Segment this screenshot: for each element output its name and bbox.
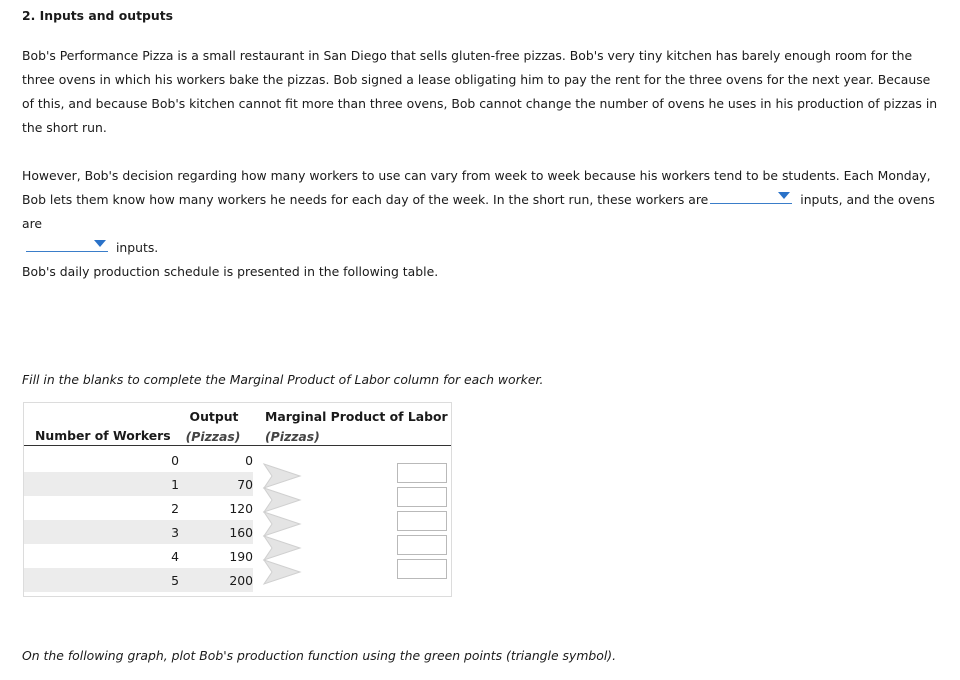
output-cell: 70 <box>237 477 253 492</box>
paragraph2-text-before: However, Bob's decision regarding how many workers to use can vary from week to week because his workers tend to be students. Each Monday, Bob lets them know how many workers he needs for each day of the week. In the short run, these workers are <box>22 168 931 207</box>
intro-paragraph: Bob's Performance Pizza is a small restaurant in San Diego that sells gluten-free pizzas. Bob's very tiny kitchen has barely enough room for the three ovens in which his workers bake the pizzas. Bob signed a lease obligating him to pay the rent for the three ovens for the next year. Because of this, and because Bob's kitchen cannot fit more than three ovens, Bob cannot change the number of ovens he uses in his production of pizzas in the short run. <box>22 48 938 135</box>
section-heading: 2. Inputs and outputs <box>22 8 173 23</box>
output-cell: 160 <box>229 525 253 540</box>
workers-cell: 0 <box>171 453 179 468</box>
mpl-input-worker-5[interactable] <box>397 559 447 579</box>
dropdown-arrow-icon <box>94 240 106 247</box>
mpl-input-worker-2[interactable] <box>397 487 447 507</box>
mpl-input-worker-3[interactable] <box>397 511 447 531</box>
table-row <box>24 448 253 472</box>
production-table <box>23 402 452 597</box>
header-divider <box>24 445 451 446</box>
col-header-mpl-label: Marginal Product of Labor <box>265 409 448 424</box>
output-cell: 120 <box>229 501 253 516</box>
workers-cell: 3 <box>171 525 179 540</box>
mpl-input-worker-4[interactable] <box>397 535 447 555</box>
paragraph2-text-after: inputs. <box>115 240 159 255</box>
dropdown-arrow-icon <box>778 192 790 199</box>
graph-instruction: On the following graph, plot Bob's production function using the green points (triangle symbol). <box>22 648 617 663</box>
col-header-output-unit: (Pizzas) <box>185 429 241 444</box>
paragraph2-text-middle: inputs, and the ovens are <box>22 192 935 231</box>
inputs-paragraph <box>22 164 938 260</box>
table-instruction: Fill in the blanks to complete the Marginal Product of Labor column for each worker. <box>22 372 544 387</box>
output-cell: 200 <box>229 573 253 588</box>
mpl-input-worker-1[interactable] <box>397 463 447 483</box>
schedule-intro: Bob's daily production schedule is presented in the following table. <box>22 264 439 279</box>
col-header-output <box>187 409 241 444</box>
workers-cell: 5 <box>171 573 179 588</box>
chevron-right-icon <box>262 558 302 586</box>
col-header-output-label: Output <box>189 409 239 424</box>
workers-cell: 4 <box>171 549 179 564</box>
table-row <box>24 520 253 544</box>
workers-cell: 2 <box>171 501 179 516</box>
table-row <box>24 544 253 568</box>
output-cell: 0 <box>245 453 253 468</box>
ovens-input-type-dropdown[interactable] <box>26 237 108 252</box>
col-header-workers: Number of Workers <box>35 428 171 443</box>
workers-input-type-dropdown[interactable] <box>710 189 792 204</box>
workers-cell: 1 <box>171 477 179 492</box>
col-header-mpl <box>265 409 448 444</box>
output-cell: 190 <box>229 549 253 564</box>
col-header-mpl-unit: (Pizzas) <box>265 429 320 444</box>
table-row <box>24 472 253 496</box>
table-row <box>24 496 253 520</box>
table-row <box>24 568 253 592</box>
